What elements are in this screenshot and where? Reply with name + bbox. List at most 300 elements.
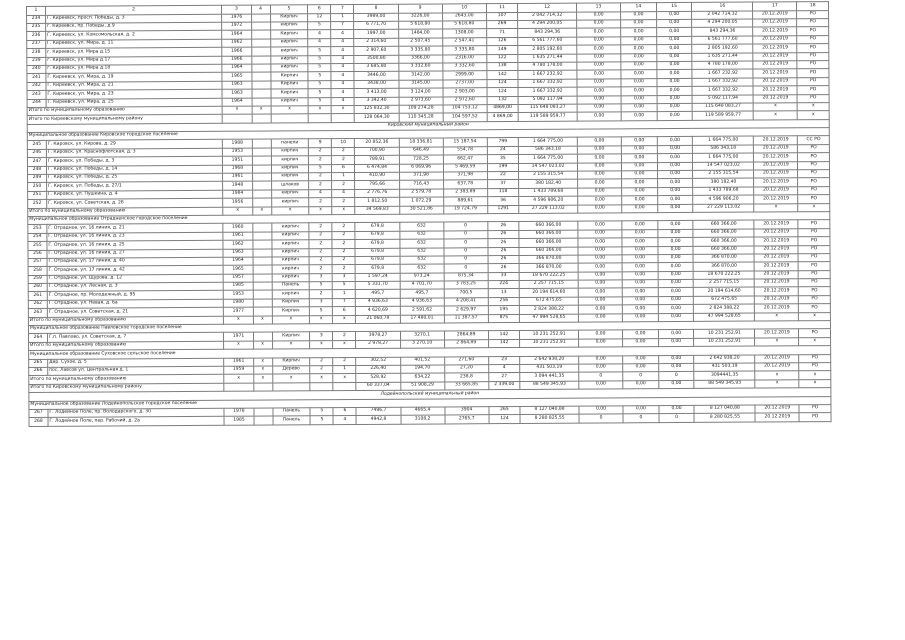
table-cell: 1 (331, 13, 354, 22)
table-cell: Дерево (272, 366, 310, 375)
table-cell: 843 294,36 (692, 27, 753, 36)
table-cell: РО (797, 44, 829, 53)
table-cell: 0,00 (621, 36, 657, 45)
section-heading: Муниципальное образование Отрадненское городское поселение (28, 212, 830, 225)
table-cell: 2 339,00 (489, 381, 521, 390)
table-cell: 0,00 (622, 280, 658, 289)
table-cell: 226,40 (356, 365, 400, 374)
table-cell: 0,00 (577, 53, 621, 62)
table-cell: 0,00 (657, 53, 693, 62)
table-cell: 236 (27, 32, 46, 41)
table-cell: 0,00 (623, 406, 659, 415)
table-cell: 0,00 (621, 104, 657, 113)
table-cell: 5 (333, 282, 356, 291)
table-cell: 1968 (223, 165, 252, 174)
table-cell: 5 (308, 22, 331, 31)
table-cell: 4665,4 (401, 407, 445, 416)
table-cell: 2 (332, 181, 355, 190)
table-cell: 4 (331, 97, 354, 106)
table-cell: 0,00 (578, 255, 622, 264)
table-cell: 5 (310, 307, 333, 316)
table-cell: 3 332,60 (398, 63, 442, 72)
table-cell: 1964 (222, 30, 251, 39)
table-cell: 2316,00 (442, 54, 486, 63)
table-cell: 20.12.2019 (753, 86, 797, 95)
table-cell (253, 274, 272, 283)
table-cell: кирпич (270, 22, 308, 31)
table-cell: 1966 (222, 56, 251, 65)
table-cell: x (253, 341, 272, 350)
table-cell: кирпич (271, 198, 309, 207)
table-cell: 0,00 (657, 196, 693, 205)
table-cell: 0,00 (622, 204, 658, 213)
table-cell: 2 (333, 357, 356, 366)
table-cell: 3904 (445, 407, 489, 416)
table-cell: кирпич (270, 55, 308, 64)
table-cell: 23 (488, 356, 520, 365)
table-cell: 0,00 (657, 204, 693, 213)
table-cell: x (333, 374, 356, 383)
table-cell: 2 (332, 265, 355, 274)
table-cell: 0,00 (658, 355, 694, 364)
table-cell: 6 561 777,60 (692, 36, 753, 45)
table-cell: 33 (488, 272, 520, 281)
table-cell: 1 (332, 173, 355, 182)
table-cell: РО (799, 354, 831, 363)
table-cell (252, 190, 271, 199)
table-cell: 660 366,00 (519, 247, 578, 256)
table-cell: 245 (27, 141, 46, 150)
table-cell: 0,00 (658, 246, 694, 255)
table-cell: 0,00 (656, 19, 692, 28)
table-cell: 0,00 (577, 11, 621, 20)
table-cell: 258 (28, 267, 47, 276)
table-cell: x (332, 105, 355, 114)
table-cell: РО (799, 279, 831, 288)
table-cell: 0,00 (658, 305, 694, 314)
table-cell: 586 343,18 (519, 146, 578, 155)
table-cell: x (310, 340, 333, 349)
table-cell: 20.12.2019 (753, 10, 797, 19)
table-cell: 0,00 (657, 112, 693, 121)
table-cell: 251 (28, 191, 47, 200)
table-cell (252, 165, 271, 174)
table-cell: 0,00 (578, 196, 622, 205)
table-cell: РО (798, 245, 830, 254)
table-cell: 6 (332, 164, 355, 173)
column-number: 10 (442, 4, 486, 13)
column-number: 17 (753, 2, 797, 11)
table-cell: 246 (27, 149, 46, 158)
table-cell: 194,70 (400, 365, 444, 374)
table-cell: 2 907,60 (354, 46, 398, 55)
total-label: Итого по муниципальному образованию (27, 106, 222, 116)
table-cell: 4 294 200,05 (518, 20, 577, 29)
table-cell: 2 (309, 156, 332, 165)
table-cell: 1978 (224, 408, 253, 417)
table-cell: 0,00 (578, 297, 622, 306)
table-cell: 2 155 315,54 (519, 171, 578, 180)
address-cell: Г. Кировск, ул. Победы, д. 3 (46, 157, 222, 166)
table-cell: x (224, 375, 253, 384)
table-cell: 267 (29, 409, 48, 418)
table-cell: 132 (487, 96, 519, 105)
table-cell: 20.12.2019 (754, 187, 798, 196)
table-cell: 269 (486, 20, 518, 29)
table-cell: 2 314,60 (354, 38, 398, 47)
table-cell: 843 294,36 (518, 29, 577, 38)
table-cell: x (272, 341, 310, 350)
table-cell: 27 229 113,02 (519, 205, 578, 214)
table-cell: 0,00 (623, 364, 659, 373)
table-cell: 20.12.2019 (754, 195, 798, 204)
table-cell: 261 (28, 292, 47, 301)
table-cell: x (753, 111, 797, 120)
table-cell: 700,5 (444, 289, 488, 298)
address-cell: Г. Отрадное, ул. 16 линия, д. 25 (47, 240, 223, 249)
table-cell: 3108,2 (401, 415, 445, 424)
table-cell: 0,00 (578, 221, 622, 230)
table-cell: x (271, 106, 309, 115)
table-cell: 2 383,89 (443, 188, 487, 197)
table-cell: РО (797, 35, 829, 44)
table-cell: 0,00 (577, 112, 621, 121)
table-cell: 248 (27, 166, 46, 175)
table-cell: 700,90 (355, 147, 399, 156)
table-cell: 0,00 (622, 305, 658, 314)
table-cell: 264 (29, 334, 48, 343)
table-cell: 240 (27, 65, 46, 74)
table-cell: 6 561 777,60 (518, 37, 577, 46)
table-cell: 20.12.2019 (753, 94, 797, 103)
table-cell: 1 635 271,44 (692, 53, 753, 62)
table-cell: 20.12.2019 (755, 287, 799, 296)
table-cell: 1963 (222, 81, 251, 90)
table-cell: 71 (486, 29, 518, 38)
table-cell: 2 (309, 240, 332, 249)
table-cell: 660 366,00 (519, 221, 578, 230)
total-label: Итого по муниципальному образованию (29, 375, 224, 385)
table-cell: 3 685,80 (354, 63, 398, 72)
table-cell: 142 (487, 71, 519, 80)
table-cell: 20 852,36 (355, 139, 399, 148)
table-cell: 20.12.2019 (754, 279, 798, 288)
table-cell: 4 (331, 55, 354, 64)
table-cell: 142 (488, 331, 520, 340)
table-cell: 262 (28, 300, 47, 309)
table-cell: 0,00 (622, 238, 658, 247)
table-cell: 371,98 (443, 172, 487, 181)
table-cell: 0,00 (622, 162, 658, 171)
table-cell: 4 (308, 30, 331, 39)
table-cell: 0,00 (621, 45, 657, 54)
table-cell: 632 (399, 231, 443, 240)
table-cell: 0,00 (658, 313, 694, 322)
table-cell: 26 (488, 239, 520, 248)
table-cell: 1966 (222, 47, 251, 56)
table-cell: РО (797, 77, 829, 86)
table-cell: 6 (333, 307, 356, 316)
table-cell: 2643,00 (442, 12, 486, 21)
table-cell: 20.12.2019 (754, 145, 798, 154)
table-cell: 662,47 (443, 155, 487, 164)
table-cell: 20.12.2019 (753, 61, 797, 70)
table-cell: 0,00 (657, 103, 693, 112)
table-cell: РО (798, 237, 830, 246)
table-cell: x (310, 374, 333, 383)
table-cell: 2 (332, 240, 355, 249)
table-cell (252, 81, 271, 90)
table-cell: 26 (488, 255, 520, 264)
table-cell: Кирпич (270, 72, 308, 81)
table-cell: 1 667 332,92 (692, 86, 753, 95)
table-cell: 0,00 (621, 137, 657, 146)
table-cell: кирпич (271, 97, 309, 106)
table-cell: РО (799, 363, 831, 372)
table-cell: РО (799, 270, 831, 279)
table-cell: 0,00 (658, 271, 694, 280)
table-cell: Панель (272, 408, 310, 417)
table-cell: 265 (29, 359, 48, 368)
table-cell: 2 (309, 265, 332, 274)
table-cell: 1957 (223, 274, 252, 283)
table-cell: 2765,7 (445, 415, 489, 424)
table-cell: 2 547,41 (442, 37, 486, 46)
table-cell: 33 665,85 (444, 381, 488, 390)
table-cell: 10 231 252,91 (694, 329, 755, 338)
table-cell: 4 (332, 189, 355, 198)
table-cell: 1962 (222, 39, 251, 48)
section-heading: Муниципальное образование Кировское городское поселение (27, 128, 829, 141)
total-label: Итого по муниципальному образованию (29, 341, 224, 351)
table-cell: 679,8 (355, 248, 399, 257)
table-cell: 1964 (222, 64, 251, 73)
table-cell: x (253, 374, 272, 383)
address-cell: Г. Лодейное Поле, пр. Володарского, д. 30 (48, 408, 224, 417)
table-cell: 4 (331, 47, 354, 56)
table-cell: 0 (623, 414, 659, 423)
table-cell: 3 (310, 299, 333, 308)
table-cell: 243 (27, 90, 46, 99)
table-cell: 4 701,70 (400, 281, 444, 290)
table-cell: 4 294 200,05 (692, 19, 753, 28)
table-cell: 632 (400, 264, 444, 273)
table-cell: 2 (332, 147, 355, 156)
table-cell: 2 591,62 (400, 306, 444, 315)
table-cell: 973,24 (400, 273, 444, 282)
address-cell: г. Киреевск, ул. Мира д.15 (46, 47, 222, 56)
table-cell: 679,8 (355, 239, 399, 248)
column-number: 3 (222, 5, 251, 14)
column-number: 5 (270, 5, 308, 14)
table-cell: x (252, 207, 271, 216)
address-cell: Г. Киреевск, ул. Комсомольская, д. 2 (46, 31, 222, 40)
table-cell: РО (799, 413, 831, 422)
table-cell: РО (798, 228, 830, 237)
table-cell: 0,00 (577, 20, 621, 29)
table-cell: 0,00 (622, 221, 658, 230)
table-cell: 2 824 388,22 (520, 305, 579, 314)
table-cell: 268 (29, 418, 48, 427)
table-cell: 149 (486, 46, 518, 55)
table-cell: кирпич (271, 148, 309, 157)
table-cell: 5 (309, 164, 332, 173)
table-cell: 4 936,63 (356, 298, 400, 307)
table-cell: 1308,00 (442, 29, 486, 38)
table-cell: 1977 (224, 307, 253, 316)
table-cell (252, 156, 271, 165)
table-cell: x (799, 379, 831, 388)
table-cell: 119 589 959,77 (693, 111, 754, 120)
table-cell (251, 56, 270, 65)
table-cell: РО (799, 295, 831, 304)
table-cell: x (798, 111, 830, 120)
table-cell: 20.12.2019 (754, 161, 798, 170)
table-cell: 1960 (223, 223, 252, 232)
table-cell: кирпич (271, 173, 309, 182)
table-cell: 26 (488, 222, 520, 231)
table-cell: 672 475,65 (694, 296, 755, 305)
table-cell: 234 (27, 15, 46, 24)
table-cell: 0,00 (622, 179, 658, 188)
table-cell: 632 (399, 222, 443, 231)
table-cell: x (253, 316, 272, 325)
table-cell: 1961 (224, 358, 253, 367)
table-cell: 115 648 083,27 (693, 103, 754, 112)
table-cell: 431 503,19 (520, 364, 579, 373)
table-cell: 2 (310, 366, 333, 375)
table-cell: 0,00 (622, 255, 658, 264)
table-cell: кирпич (271, 164, 309, 173)
table-cell: 2 978,27 (356, 340, 400, 349)
table-cell: 0,00 (656, 11, 692, 20)
table-cell: РО (799, 287, 831, 296)
table-cell: 0 (443, 222, 487, 231)
table-cell: 679,8 (355, 223, 399, 232)
table-cell: 126 (486, 37, 518, 46)
table-cell: 2 (309, 147, 332, 156)
table-cell: кирпич (272, 248, 310, 257)
table-cell: 3 332,60 (442, 63, 486, 72)
table-cell: 26 (488, 247, 520, 256)
table-cell: кирпич (271, 223, 309, 232)
table-cell: 195 (488, 306, 520, 315)
table-cell: x (253, 366, 272, 375)
table-cell: 1962 (223, 240, 252, 249)
table-cell: 10 231 252,91 (694, 338, 755, 347)
table-cell: 0,00 (622, 196, 658, 205)
table-cell: 2864,89 (444, 331, 488, 340)
table-cell: 5 (308, 47, 331, 56)
table-cell: 1965 (222, 72, 251, 81)
address-cell: Г. Киреевск, ул. Мира, д. 19 (46, 73, 222, 82)
table-cell: 2 (310, 290, 333, 299)
table-cell: 4 (331, 89, 354, 98)
table-cell: 1980 (224, 299, 253, 308)
table-cell: РО (798, 254, 830, 263)
table-cell (253, 257, 272, 266)
table-cell: 20 194 614,60 (519, 289, 578, 298)
section-heading: Муниципальное образование Павловское городское поселение (28, 321, 830, 334)
table-cell: 3 (333, 273, 356, 282)
address-cell: Г. Отрадное, ул. 16 линия, д. 27 (47, 249, 223, 258)
table-cell: 21 060,78 (356, 315, 400, 324)
table-cell: 1961 (223, 232, 252, 241)
table-cell: 2 579,78 (399, 189, 443, 198)
table-cell: 8 127 040,88 (520, 406, 579, 415)
table-cell: 5 092 117,94 (518, 96, 577, 105)
table-cell: 256 (28, 250, 47, 259)
table-cell: 0,00 (657, 70, 693, 79)
table-cell: 124 (489, 415, 521, 424)
column-number: 13 (576, 3, 620, 12)
table-cell: 2 (333, 332, 356, 341)
table-cell: 2 776,76 (355, 189, 399, 198)
table-cell: 0,00 (623, 355, 659, 364)
table-cell: 1984 (223, 190, 252, 199)
register-sheet (26, 1, 832, 427)
table-cell: 118 (487, 188, 519, 197)
table-cell: 2737,00 (443, 79, 487, 88)
table-cell (253, 265, 272, 274)
table-cell: 2 (332, 223, 355, 232)
table-cell: 660 366,00 (693, 229, 754, 238)
table-cell: 0,00 (578, 246, 622, 255)
table-cell: 1972 (222, 22, 251, 31)
table-cell: 0,00 (657, 187, 693, 196)
address-cell: г. Киреевск, пр. Победы, д 9 (45, 22, 221, 31)
table-cell: кирпич (270, 39, 308, 48)
table-cell: 142 (488, 339, 520, 348)
table-cell: кирпич (272, 290, 310, 299)
table-cell: 30 521,86 (399, 206, 443, 215)
table-cell: 0,00 (658, 254, 694, 263)
table-cell: РО (798, 195, 830, 204)
table-cell: 27 (488, 373, 520, 382)
table-cell: 18 336,81 (399, 138, 443, 147)
table-cell: 1 072,29 (399, 197, 443, 206)
table-cell: x (224, 341, 253, 350)
table-cell: 4 208,41 (444, 298, 488, 307)
table-cell: 0,00 (621, 28, 657, 37)
table-cell: 795,66 (355, 181, 399, 190)
table-cell: Кирпич (270, 80, 308, 89)
district-heading: Лодейнопольский муниципальный район (29, 388, 831, 401)
table-cell (253, 249, 272, 258)
table-body (27, 2, 832, 427)
table-cell: 0 (659, 414, 695, 423)
table-cell: 0,00 (622, 246, 658, 255)
table-cell: x (253, 358, 272, 367)
table-cell: 47 994 528,65 (520, 314, 579, 323)
table-cell: 1 667 332,92 (518, 79, 577, 88)
table-cell: 4942,8 (356, 416, 400, 425)
table-cell: 107 (486, 12, 518, 21)
table-cell: РО (799, 304, 831, 313)
table-cell: Кирпич (270, 30, 308, 39)
table-cell: 2 805 192,60 (692, 44, 753, 53)
table-cell: 0,00 (577, 45, 621, 54)
table-cell: 0,00 (621, 11, 657, 20)
table-cell: 728,25 (399, 155, 443, 164)
table-cell: 0,00 (659, 380, 695, 389)
table-cell: 263 (28, 309, 47, 318)
table-cell: 2 (309, 257, 332, 266)
table-cell: РО (799, 405, 831, 414)
table-cell: x (308, 106, 331, 115)
table-cell: 660 366,00 (693, 237, 754, 246)
table-cell: 0,00 (578, 280, 622, 289)
